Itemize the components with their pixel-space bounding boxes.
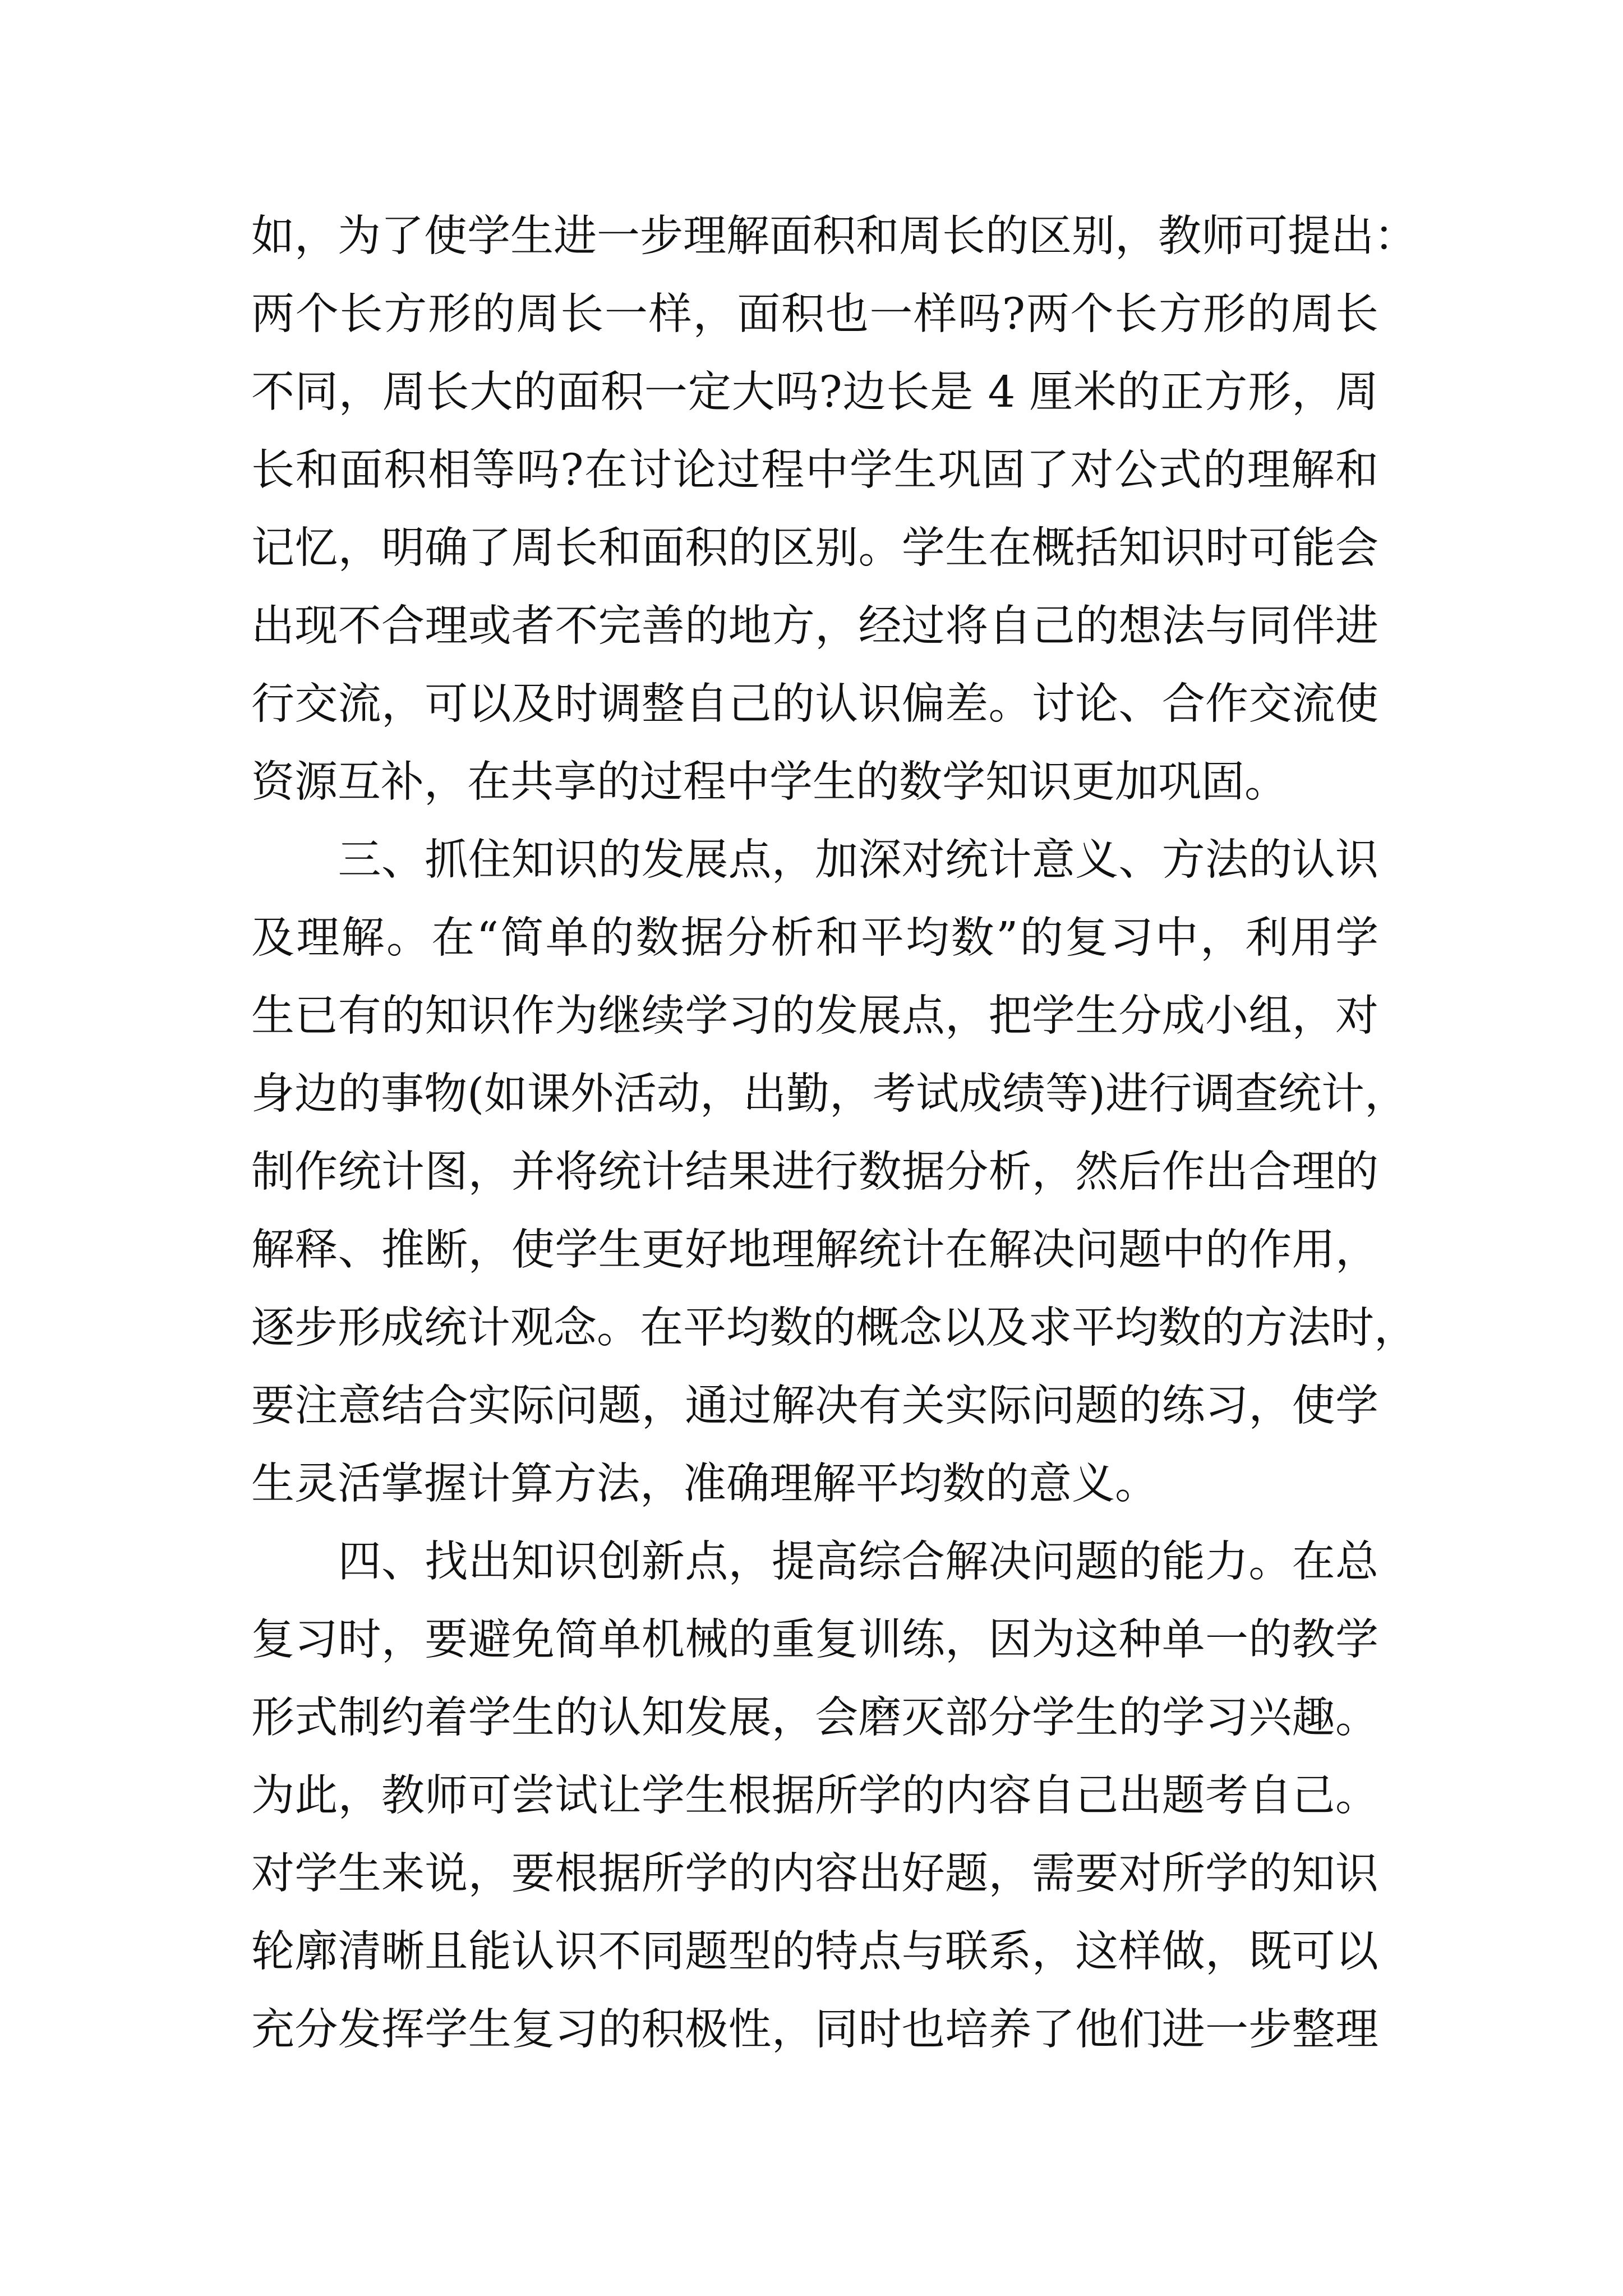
text-line: 解释、推断，使学生更好地理解统计在解决问题中的作用，: [251, 1225, 1378, 1275]
text-line: 长和面积相等吗?在讨论过程中学生巩固了对公式的理解和: [251, 445, 1378, 495]
text-line: 不同，周长大的面积一定大吗?边长是 4 厘米的正方形，周: [251, 367, 1378, 417]
text-line: 及理解。在“简单的数据分析和平均数”的复习中，利用学: [251, 913, 1378, 963]
text-line: 充分发挥学生复习的积极性，同时也培养了他们进一步整理: [251, 2005, 1378, 2055]
text-line: 行交流，可以及时调整自己的认识偏差。讨论、合作交流使: [251, 679, 1378, 729]
text-line: 三、抓住知识的发展点，加深对统计意义、方法的认识: [251, 835, 1378, 885]
body-text: [251, 197, 1417, 2069]
text-line: 两个长方形的周长一样，面积也一样吗?两个长方形的周长: [251, 289, 1378, 339]
text-line: 对学生来说，要根据所学的内容出好题，需要对所学的知识: [251, 1849, 1378, 1899]
text-line: 生灵活掌握计算方法，准确理解平均数的意义。: [251, 1459, 1158, 1509]
text-line: 制作统计图，并将统计结果进行数据分析，然后作出合理的: [251, 1147, 1378, 1197]
text-line: 四、找出知识创新点，提高综合解决问题的能力。在总: [251, 1537, 1378, 1587]
text-line: 记忆，明确了周长和面积的区别。学生在概括知识时可能会: [251, 523, 1378, 573]
text-line: 为此，教师可尝试让学生根据所学的内容自己出题考自己。: [251, 1771, 1378, 1821]
text-line: 形式制约着学生的认知发展，会磨灭部分学生的学习兴趣。: [251, 1693, 1378, 1743]
text-line: 如，为了使学生进一步理解面积和周长的区别，教师可提出：: [251, 211, 1417, 261]
text-line: 生已有的知识作为继续学习的发展点，把学生分成小组，对: [251, 991, 1378, 1041]
text-line: 出现不合理或者不完善的地方，经过将自己的想法与同伴进: [251, 601, 1378, 651]
text-line: 身边的事物(如课外活动，出勤，考试成绩等)进行调查统计，: [251, 1069, 1408, 1119]
text-line: 逐步形成统计观念。在平均数的概念以及求平均数的方法时，: [251, 1303, 1417, 1353]
text-line: 要注意结合实际问题，通过解决有关实际问题的练习，使学: [251, 1381, 1378, 1431]
text-line: 轮廓清晰且能认识不同题型的特点与联系，这样做，既可以: [251, 1927, 1378, 1977]
text-line: 资源互补，在共享的过程中学生的数学知识更加巩固。: [251, 757, 1288, 807]
text-line: 复习时，要避免简单机械的重复训练，因为这种单一的教学: [251, 1615, 1378, 1665]
